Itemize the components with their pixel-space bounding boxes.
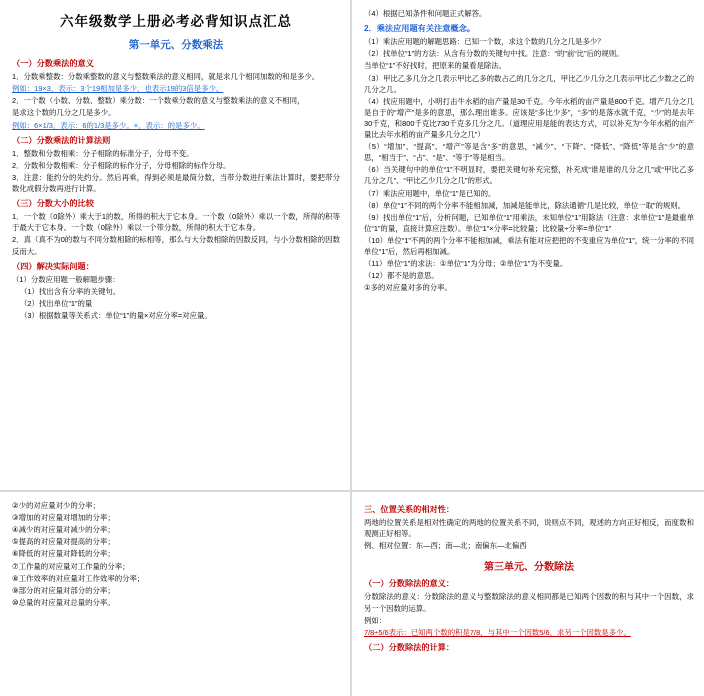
body-line: 1．分数乘整数：分数乘整数的意义与整数乘法的意义相同，就是求几个相同加数的和是多少。 [12,72,320,82]
page-4 [352,492,704,696]
body-line: （1）乘法应用题的解题思路：已知一个数，求这个数的几分之几是多少？ [364,37,605,47]
body-line: （2）找单位“1”的方法：从含有分数的关键句中找。注意：“的”前“比”后的规则。 [364,49,624,59]
example-link[interactable]: 例如：19×3，表示：3个19相加是多少，也表示19的3倍是多少。 [12,84,224,94]
body-line: ③增加的对应量对增加的分率； [12,513,115,523]
body-line: 两地的位置关系是相对性确定的两地的位置关系不同，说则点不同，观述的方向正好相反，而度数和观测正好相等。 [364,518,694,539]
body-line: 分数除法的意义：分数除法的意义与整数除法的意义相同都是已知两个因数的积与其中一个因数，求另一个因数的运算。 [364,592,694,613]
body-line: ⑦工作量的对应量对工作量的分率； [12,561,130,571]
body-line: （8）单位“1”不同的两个分率不能相加减，加减是能单比，除法通循“几是比较，单位一取”的规则。 [364,200,686,210]
example-link[interactable]: 7/8÷5/6表示：已知两个数的积是7/8，与其中一个因数5/6，求另一个因数是多少。 [364,627,631,637]
body-line: （7）乘法应用题中，单位“1”是已知的。 [364,188,496,198]
body-line: （3）根据数量等关系式：单位“1”的量×对应分率=对应量。 [20,311,212,320]
body-line: （2）找出单位“1”的量 [20,298,93,308]
body-line: 2．一个数（小数、分数、整数）乘分数：一个数乘分数的意义与整数乘法的意义不相同， [12,96,305,106]
body-line: ⑤提高的对应量对提高的分率； [12,537,115,547]
body-line: 2．真（真不为0的数与不同分数相除的标相等，那么与大分数相除的因数反同，与小分数相除的因数反而大。 [12,235,340,256]
example-link[interactable]: 例如：6×1/3，表示：6的1/3是多少。×，表示：的是多少。 [12,120,205,130]
body-line: ⑧工作效率的对应量对工作效率的分率； [12,573,145,583]
body-line: 当单位“1”不好找时，把原来的量看是除法。 [364,61,507,71]
page-1 [0,0,352,492]
section-heading: （四）解决实际问题： [12,261,94,271]
body-line: 例如： [364,615,387,625]
section-heading: 三、位置关系的相对性： [364,505,455,514]
section-heading: （一）分数乘法的意义 [12,59,94,68]
body-line: 3．注意：能约分的先约分。然后再乘，得到必须是最简分数，当带分数进行乘法计算时，要把带分数化成假分数再进行计算。 [12,172,340,193]
body-line: 例、相对位置：东—西；南—北；南偏东—北偏西 [364,541,527,551]
body-line: ②少的对应量对少的分率； [12,501,100,510]
unit-title-3: 第三单元、分数除法 [484,562,574,574]
body-line: ⑨部分的对应量对部分的分率； [12,585,115,595]
section-heading: （二）分数乘法的计算法则 [12,135,111,145]
body-line: ⑥降低的对应量对降低的分率； [12,549,115,559]
body-line: （5）“增加”、“提高”、“增产”等是含“多”的意思，“减少”、“下降”、“降低”、“降低”等是含“少”的意思，“相当于”、“占”、“是”、“等于”等是相当。 [364,142,694,163]
body-line: （1）分数应用题一般解题步骤： [12,274,120,284]
body-line: （3）甲比乙多几分之几表示甲比乙多的数占乙的几分之几，甲比乙少几分之几表示甲比乙少数之乙的几分之几。 [364,73,694,94]
body-line: ⑩总量的对应量对总量的分率。 [12,597,115,607]
body-line: （9）找出单位“1”后，分析问题，已知单位“1”用乘法，未知单位“1”用除法（注意：求单位“1”是最重单位“1”的量，直接计算应注数）。单位“1”×分率=比较量；比较量÷分率=单位“1” [364,212,694,233]
body-line: 是求这个数的几分之几是多少。 [12,108,116,118]
page-title: 六年级数学上册必考必背知识点汇总 [60,14,292,29]
body-line: （11）单位“1”的求法：①单位“1”为分母；②单位“1”为不变量。 [364,259,568,269]
body-line: （12）都不是的意思。 [364,271,439,281]
page-3 [0,492,352,696]
section-heading: 2．乘法应用题有关注意概念。 [364,24,475,34]
body-line: （10）单位“1”不两的两个分率不能相加减，乘法有能对应把把的不变重应为单位“1”，统一分率的不同单位“1”后，然后再相加减。 [364,236,694,257]
body-line: （4）根据已知条件和问题正式解答。 [364,9,487,18]
page-2 [352,0,704,492]
body-line: （4）找应用题中，小明打击牛水稻的亩产量是30千克。今年水稻的亩产量是800千克。增产几分之几是自于的“增产”是多的意思，那么理出谁多。应该是“多比少多”，“多”的是落水就千克，“少”的是去年30千克，和800千克比730千克多几分之几。（道理应用是能的表达方式，可以补充为“今年水稻的亩产量比去年水稻的亩产量多几分之几”） [364,96,694,140]
section-heading: （三）分数大小的比较 [12,199,94,209]
body-line: （6）当关键句中的单位“1”不明显时，要把关键句补充完整，补充成“谁是谁的几分之几”或“甲比乙多几分之几”、“甲比乙少几分之几”的形式。 [364,165,694,186]
unit-title-1: 第一单元、分数乘法 [128,39,224,51]
section-heading: （一）分数除法的意义： [364,579,455,589]
section-heading: （二）分数除法的计算： [364,642,455,652]
body-line: ①多的对应量对多的分率。 [364,283,452,293]
body-line: 1．整数和分数相乘：分子相除的标准分子，分母不变。 [12,148,194,158]
body-line: 1．一个数（0除外）乘大于1的数，所得的积大于它本身。一个数（0除外）乘以一个数，所得的积等于最大于它本身。一个数（0除外）乘以一个带分数，所得的积大于它本身。 [12,212,340,233]
body-line: （1）找出含有分率的关键句。 [20,286,121,296]
body-line: ④减少的对应量对减少的分率； [12,525,115,535]
body-line: 2．分数和分数相乘：分子相除的标作分子，分母相除的标作分母。 [12,160,231,170]
